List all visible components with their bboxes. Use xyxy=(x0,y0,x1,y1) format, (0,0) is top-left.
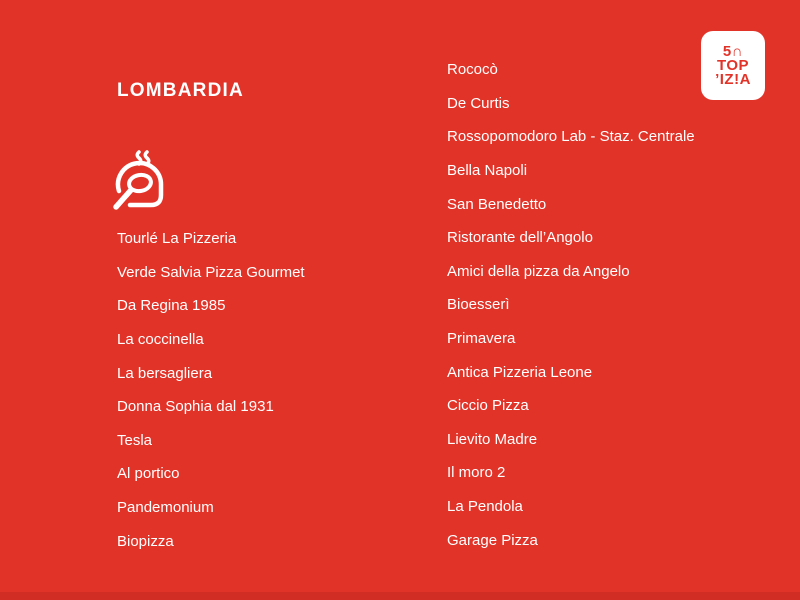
list-item: Tesla xyxy=(117,431,153,449)
list-item: Pandemonium xyxy=(117,499,214,517)
fifty-top-pizza-logo xyxy=(701,31,765,100)
list-item: Donna Sophia dal 1931 xyxy=(117,398,274,416)
list-item: San Benedetto xyxy=(447,195,547,213)
list-item: Il moro 2 xyxy=(447,464,506,482)
list-item: La coccinella xyxy=(117,331,204,349)
logo-line-50: 5∩ xyxy=(722,42,744,60)
logo-line-top: TOP xyxy=(716,56,750,74)
list-item: Rococò xyxy=(447,61,498,79)
list-item: Ristorante dell’Angolo xyxy=(447,229,593,247)
list-item: Tourlé La Pizzeria xyxy=(117,230,237,248)
pizzeria-list-left xyxy=(117,222,305,558)
list-item: Lievito Madre xyxy=(447,430,538,448)
list-item: La bersagliera xyxy=(117,364,213,382)
list-item: Primavera xyxy=(447,330,516,348)
list-item: Antica Pizzeria Leone xyxy=(447,363,593,381)
pizzeria-list-right xyxy=(447,53,695,557)
list-item: Al portico xyxy=(117,465,180,483)
list-item: Bella Napoli xyxy=(447,162,528,180)
list-item: La Pendola xyxy=(447,498,523,516)
pizza-search-icon xyxy=(110,149,164,211)
list-item: Garage Pizza xyxy=(447,531,538,549)
list-item: Amici della pizza da Angelo xyxy=(447,262,630,280)
bottom-edge-strip xyxy=(0,592,800,600)
logo-line-pizza: ’IZ!A xyxy=(715,70,751,88)
list-item: Ciccio Pizza xyxy=(447,397,529,415)
list-item: Verde Salvia Pizza Gourmet xyxy=(117,263,305,281)
list-item: Bioesserì xyxy=(447,296,510,314)
list-item: Da Regina 1985 xyxy=(117,297,226,315)
page-title: LOMBARDIA xyxy=(117,79,244,101)
list-item: Biopizza xyxy=(117,532,174,550)
list-item: Rossopomodoro Lab - Staz. Centrale xyxy=(447,128,695,146)
list-item: De Curtis xyxy=(447,94,510,112)
